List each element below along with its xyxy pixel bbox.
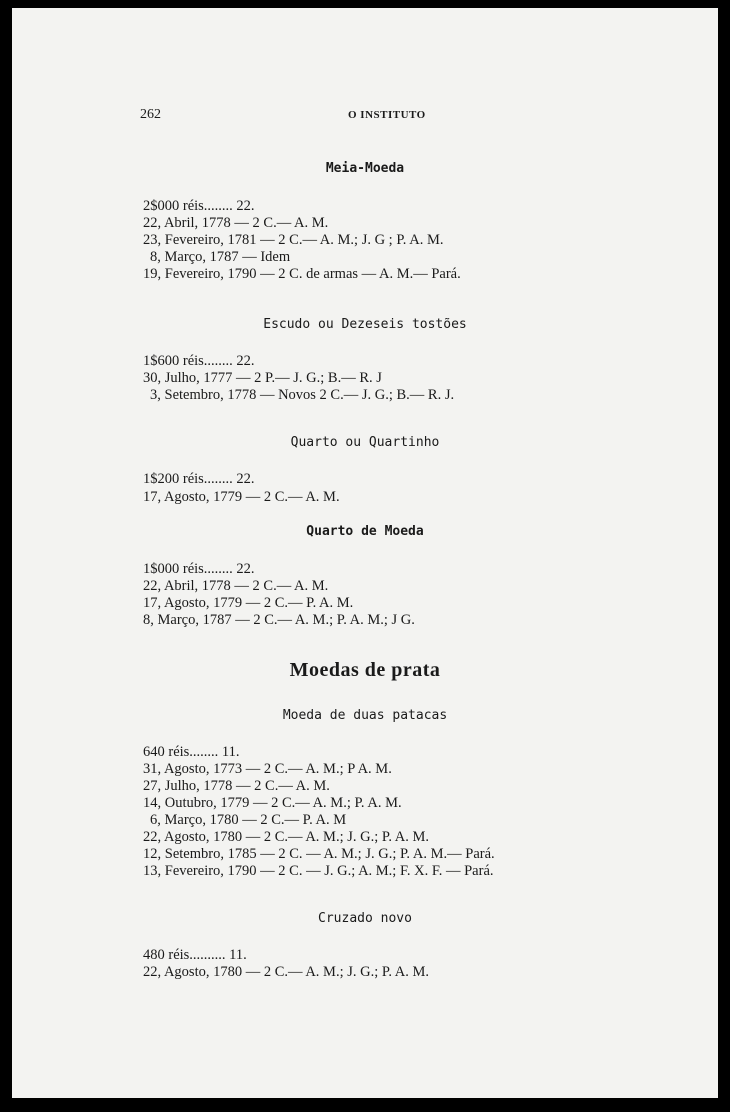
section-heading: Escudo ou Dezeseis tostões (263, 317, 467, 332)
page-header (140, 107, 426, 123)
entry-line: 23, Fevereiro, 1781 — 2 C.— A. M.; J. G ; P. A. M. (143, 232, 444, 248)
section-heading: Meia-Moeda (325, 161, 405, 176)
running-title: O INSTITUTO (348, 109, 426, 121)
entry-line: 13, Fevereiro, 1790 — 2 C. — J. G.; A. M.; F. X. F. — Pará. (143, 863, 494, 879)
section-heading: Quarto ou Quartinho (290, 435, 440, 450)
entry-line: 8, Março, 1787 — 2 C.— A. M.; P. A. M.; J G. (143, 612, 415, 628)
entry-line: 30, Julho, 1777 — 2 P.— J. G.; B.— R. J (143, 370, 382, 386)
part-heading: Moedas de prata (289, 659, 441, 681)
section-heading: Quarto de Moeda (306, 524, 424, 539)
entry-line: 640 réis........ 11. (143, 744, 240, 760)
book-page (12, 8, 718, 1098)
entry-line: 17, Agosto, 1779 — 2 C.— A. M. (143, 489, 340, 505)
entry-line: 17, Agosto, 1779 — 2 C.— P. A. M. (143, 595, 354, 611)
entry-line: 1$000 réis........ 22. (143, 561, 255, 577)
entry-line: 480 réis.......... 11. (143, 947, 247, 963)
entry-line: 3, Setembro, 1778 — Novos 2 C.— J. G.; B.— R. J. (150, 387, 455, 403)
page-number: 262 (140, 107, 161, 122)
entry-line: 6, Março, 1780 — 2 C.— P. A. M (150, 812, 347, 828)
entry-line: 8, Março, 1787 — Idem (150, 249, 291, 265)
entry-line: 22, Agosto, 1780 — 2 C.— A. M.; J. G.; P. A. M. (143, 829, 430, 845)
entry-line: 12, Setembro, 1785 — 2 C. — A. M.; J. G.; P. A. M.— Pará. (143, 846, 495, 862)
section-heading: Moeda de duas patacas (282, 708, 448, 723)
entry-line: 2$000 réis........ 22. (143, 198, 255, 214)
entry-line: 19, Fevereiro, 1790 — 2 C. de armas — A. M.— Pará. (143, 266, 461, 282)
entry-line: 22, Abril, 1778 — 2 C.— A. M. (143, 215, 329, 231)
entry-line: 1$600 réis........ 22. (143, 353, 255, 369)
entry-line: 22, Abril, 1778 — 2 C.— A. M. (143, 578, 329, 594)
entry-line: 27, Julho, 1778 — 2 C.— A. M. (143, 778, 330, 794)
section-heading: Cruzado novo (318, 911, 412, 926)
entry-line: 22, Agosto, 1780 — 2 C.— A. M.; J. G.; P. A. M. (143, 964, 430, 980)
entry-line: 14, Outubro, 1779 — 2 C.— A. M.; P. A. M. (143, 795, 402, 811)
entry-line: 31, Agosto, 1773 — 2 C.— A. M.; P A. M. (143, 761, 392, 777)
entry-line: 1$200 réis........ 22. (143, 471, 255, 487)
